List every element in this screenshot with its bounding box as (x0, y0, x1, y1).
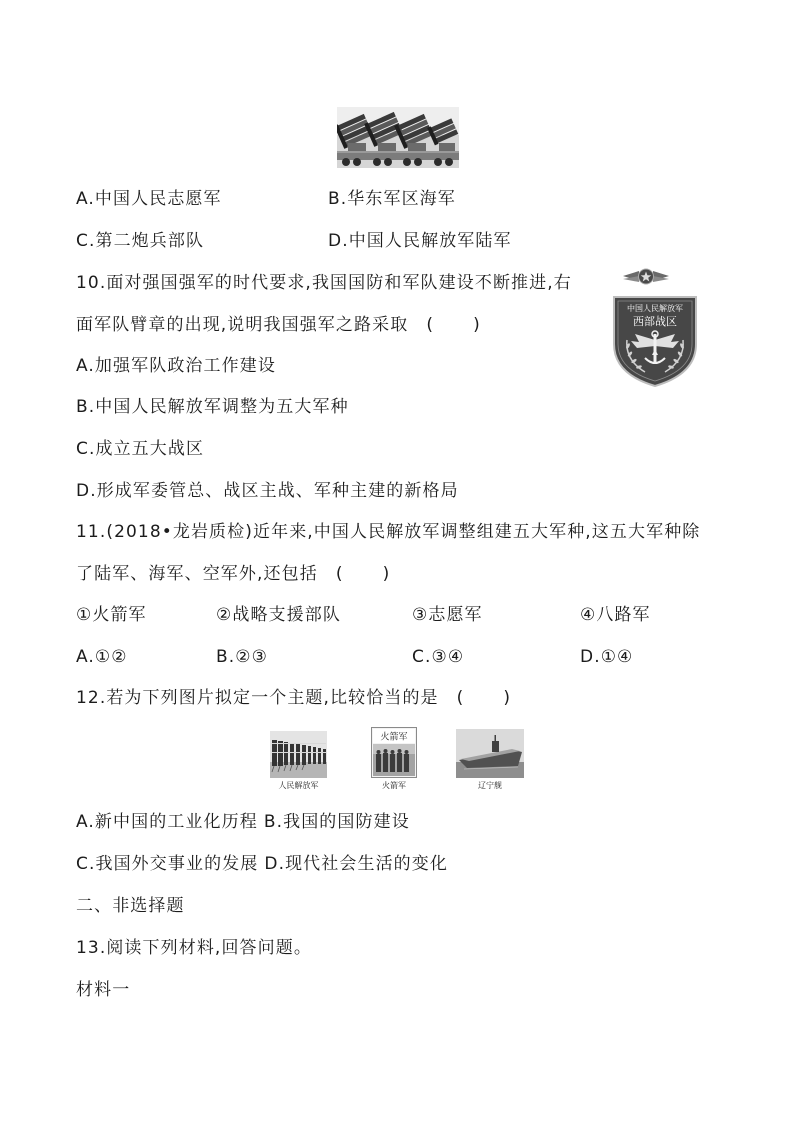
q12-answer-blank: ( ) (456, 688, 512, 708)
pla-parade-caption: 人民解放军 (278, 781, 319, 790)
q12-option-d: D.现代社会生活的变化 (264, 854, 448, 874)
q10-option-c: C.成立五大战区 (76, 439, 205, 459)
material-1-label: 材料一 (76, 980, 131, 1000)
military-badge (611, 294, 699, 388)
q12-options-row2 (76, 853, 448, 875)
q10-stem-line2 (76, 314, 481, 336)
cover-title: 火箭军 (380, 732, 408, 743)
missile-launcher-photo (337, 107, 459, 168)
q11-option-b: B.②③ (216, 647, 268, 667)
pla-parade-photo (270, 731, 327, 778)
q10-option-b: B.中国人民解放军调整为五大军种 (76, 397, 349, 417)
q11-stem-line1: 11.(2018•龙岩质检)近年来,中国人民解放军调整组建五大军种,这五大军种除 (76, 522, 701, 542)
q11-option-a: A.①② (76, 647, 128, 667)
q12-option-c: C.我国外交事业的发展 (76, 854, 259, 874)
q9-option-d: D.中国人民解放军陆军 (328, 231, 512, 251)
badge-top-text: 中国人民解放军 (627, 304, 683, 313)
q10-stem-text: 面军队臂章的出现,说明我国强军之路采取 (76, 315, 409, 335)
q11-stem-line2 (76, 563, 390, 585)
q9-option-a: A.中国人民志愿军 (76, 189, 222, 209)
rocket-force-caption: 火箭军 (382, 781, 406, 790)
q12-options-row1 (76, 811, 410, 833)
q9-option-c: C.第二炮兵部队 (76, 231, 205, 251)
liaoning-carrier-photo (456, 729, 524, 778)
q10-stem-line1: 10.面对强国强军的时代要求,我国国防和军队建设不断推进,右 (76, 273, 572, 293)
rocket-force-cover-photo (371, 727, 417, 778)
q11-option-c: C.③④ (412, 647, 465, 667)
q11-stem-text: 了陆军、海军、空军外,还包括 (76, 564, 318, 584)
section-title: 二、非选择题 (76, 896, 185, 916)
q11-answer-blank: ( ) (335, 564, 391, 584)
q11-item-4: ④八路军 (580, 605, 651, 625)
q10-option-a: A.加强军队政治工作建设 (76, 356, 276, 376)
q10-option-d: D.形成军委管总、战区主战、军种主建的新格局 (76, 481, 459, 501)
badge-bottom-text: 西部战区 (633, 315, 677, 328)
q12-stem-text: 12.若为下列图片拟定一个主题,比较恰当的是 (76, 688, 439, 708)
q12-option-b: B.我国的国防建设 (263, 812, 410, 832)
q9-option-b: B.华东军区海军 (328, 189, 456, 209)
liaoning-carrier-caption: 辽宁舰 (478, 781, 502, 790)
q11-item-2: ②战略支援部队 (216, 605, 341, 625)
q11-option-d: D.①④ (580, 647, 634, 667)
q12-option-a: A.新中国的工业化历程 (76, 812, 258, 832)
badge-top-emblem (622, 267, 670, 286)
q13-stem: 13.阅读下列材料,回答问题。 (76, 938, 312, 958)
q11-item-3: ③志愿军 (412, 605, 483, 625)
q10-answer-blank: ( ) (426, 315, 481, 335)
q12-stem (76, 687, 511, 709)
q11-item-1: ①火箭军 (76, 605, 147, 625)
